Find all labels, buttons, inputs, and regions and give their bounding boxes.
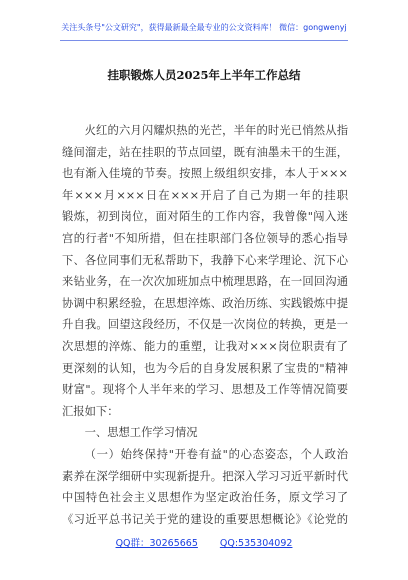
body-line: 中国特色社会主义思想作为坚定政治任务，原文学习了 [62, 491, 348, 505]
document-body [62, 120, 348, 530]
body-line: （一）始终保持"开卷有益"的心态姿态，个人政治 [84, 447, 348, 461]
qq-group-link[interactable]: QQ群：30265665 [115, 538, 198, 549]
body-line: 来钻业务，在一次次加班加点中梳理思路，在一回回沟通 [62, 275, 348, 289]
body-line: 《习近平总书记关于党的建设的重要思想概论》《论党的 [62, 512, 348, 526]
body-line: 锻炼，初到岗位，面对陌生的工作内容，我曾像"闯入迷 [62, 210, 348, 224]
document-title: 挂职锻炼人员2025年上半年工作总结 [107, 68, 301, 82]
promo-header: 关注头条号"公文研究"，获得最新最全最专业的公文资料库！ 微信：gongwenyj [61, 23, 347, 32]
body-line: 也有渐入佳境的节奏。按照上级组织安排，本人于××× [62, 167, 348, 181]
body-line: 年×××月×××日在×××开启了自己为期一年的挂职 [62, 188, 348, 202]
body-line: 缝间溜走，站在挂职的节点回望，既有油墨未干的生涯， [62, 145, 348, 159]
body-line: 火红的六月闪耀炽热的光芒，半年的时光已悄然从指 [84, 124, 348, 137]
body-line: 更深刻的认知，也为今后的自身发展积累了宝贵的"精神 [62, 361, 348, 375]
section-heading: 一、思想工作学习情况 [84, 426, 198, 440]
qq-contact-link[interactable]: QQ:535304092 [219, 538, 293, 549]
body-line: 次思想的淬炼、能力的重塑，让我对×××岗位职责有了 [62, 339, 348, 353]
body-line: 下、各位同事们无私帮助下，我静下心来学理论、沉下心 [62, 253, 348, 267]
contact-footer [0, 535, 408, 549]
body-line: 宫的行者"不知所措，但在挂职部门各位领导的悉心指导 [62, 231, 348, 245]
body-line: 汇报如下： [62, 404, 119, 418]
body-line: 升自我。回望这段经历，不仅是一次岗位的转换，更是一 [62, 318, 348, 332]
body-line: 素养在深学细研中实现新提升。把深入学习习近平新时代 [62, 469, 348, 483]
header-divider [60, 40, 348, 41]
body-line: 协调中积累经验，在思想淬炼、政治历练、实践锻炼中提 [62, 296, 348, 310]
body-line: 财富"。现将个人半年来的学习、思想及工作等情况简要 [62, 383, 348, 397]
